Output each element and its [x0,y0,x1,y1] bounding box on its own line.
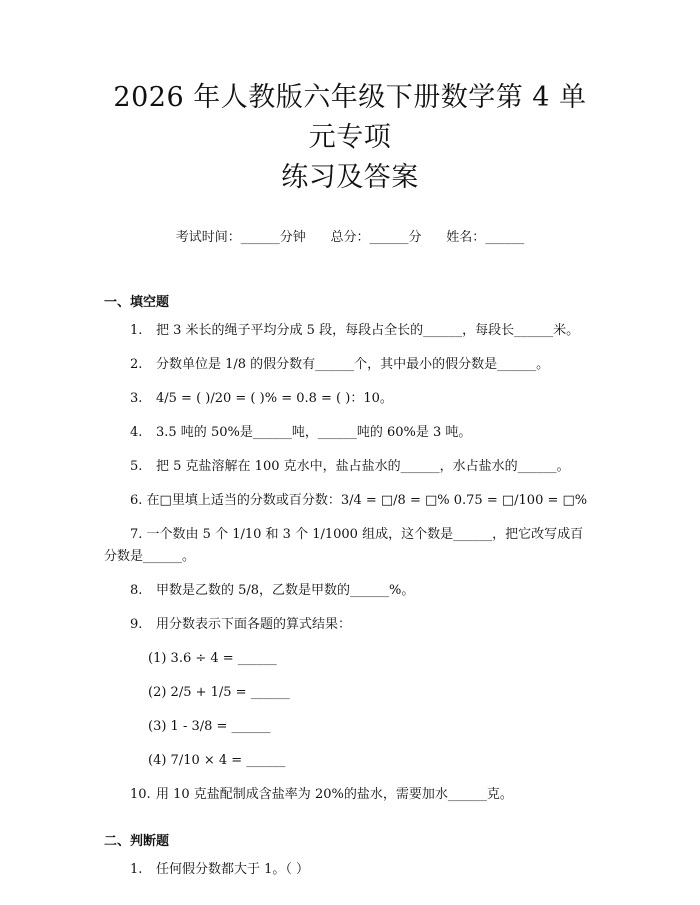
question-item [104,422,596,444]
question-number: 3. [130,391,143,406]
question-text: 把 5 克盐溶解在 100 克水中，盐占盐水的______，水占盐水的______。 [156,459,570,474]
title-line-2: 练习及答案 [281,162,419,193]
title-line-1: 2026 年人教版六年级下册数学第 4 单元专项 [113,82,587,153]
question-item [104,354,596,376]
question-item [104,580,596,602]
question-item [104,859,596,881]
question-item [104,614,596,636]
question-item [104,784,596,806]
question-number: 8. [130,583,143,598]
question-item [104,320,596,342]
sub-question: (4) 7/10 × 4 = ______ [148,753,286,768]
question-number: 4. [130,425,143,440]
question-item-wrapped: 7. 一个数由 5 个 1/10 和 3 个 1/1000 组成，这个数是______，把它改写成百分数是______。 [104,527,584,564]
question-text: 用分数表示下面各题的算式结果： [156,617,352,632]
question-number: 5. [130,459,143,474]
question-number: 10. [130,787,151,802]
section-fill-blank-title: 一、填空题 [104,295,170,310]
question-item [104,388,596,410]
sub-question: (2) 2/5 + 1/5 = ______ [148,685,290,700]
document-title [104,78,596,198]
question-text: 用 10 克盐配制成含盐率为 20%的盐水，需要加水______克。 [156,787,513,802]
question-text: 甲数是乙数的 5/8，乙数是甲数的______%。 [156,583,415,598]
question-number: 2. [130,357,143,372]
question-number: 1. [130,862,143,877]
question-text: 任何假分数都大于 1。（ ） [156,862,310,877]
question-number: 1. [130,323,143,338]
sub-question: (1) 3.6 ÷ 4 = ______ [148,651,277,666]
question-text: 4/5 = ( )/20 = ( )% = 0.8 = ( )：10。 [156,391,393,406]
question-text: 把 3 米长的绳子平均分成 5 段，每段占全长的______，每段长______米。 [156,323,580,338]
sub-question: (3) 1 - 3/8 = ______ [148,719,271,734]
question-text: 3.5 吨的 50%是______吨，______吨的 60%是 3 吨。 [156,425,472,440]
question-item-wrapped: 6. 在□里填上适当的分数或百分数：3/4 = □/8 = □% 0.75 = □/100 = □% [130,493,588,508]
question-text: 分数单位是 1/8 的假分数有______个，其中最小的假分数是______。 [156,357,550,372]
exam-meta-line: 考试时间：______分钟 总分：______分 姓名：______ [175,230,525,245]
question-item [104,456,596,478]
question-number: 9. [130,617,143,632]
section-judgement-title: 二、判断题 [104,834,170,849]
